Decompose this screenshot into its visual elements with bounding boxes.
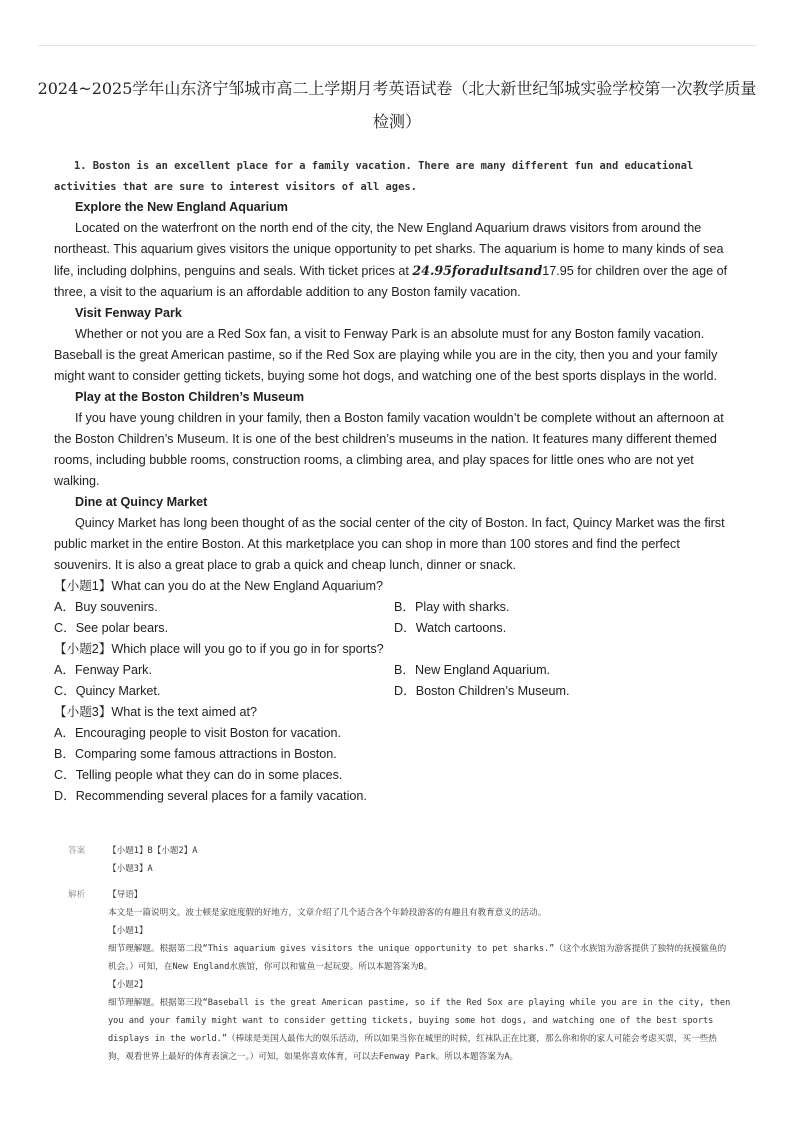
section-text: Whether or not you are a Red Sox fan, a visit to Fenway Park is an absolute must for any Boston family vacation. Baseball is the great American pastime, so if the Red Sox are playing while you are in the city, then you and your family might want to consider getting tickets, buying some hot dogs, and watching one of the best sports displays in the world. bbox=[54, 327, 718, 383]
intro-paragraph bbox=[54, 156, 738, 197]
analysis-row bbox=[68, 886, 734, 1066]
section-text: If you have young children in your family, then a Boston family vacation wouldn’t be complete without an afternoon at the Boston Children’s Museum. It is one of the best children’s museums in the nation. It features many different themed rooms, including bubble rooms, construction rooms, a climbing area, and play spaces for little ones who are not yet walking. bbox=[54, 411, 724, 488]
option: C．Quincy Market. bbox=[54, 684, 161, 698]
option: A．Buy souvenirs. bbox=[54, 600, 158, 614]
analysis-tag: 【小题1】 bbox=[108, 926, 148, 936]
option: A．Encouraging people to visit Boston for vacation. bbox=[54, 726, 342, 740]
option: D．Recommending several places for a family vacation. bbox=[54, 789, 367, 803]
answer-analysis-block bbox=[68, 842, 734, 1066]
analysis-text: 本文是一篇说明文。波士顿是家庭度假的好地方，文章介绍了几个适合各个年龄段游客的有趣且有教育意义的活动。 bbox=[108, 908, 547, 918]
option: B．Play with sharks. bbox=[394, 600, 510, 614]
option: D．Boston Children’s Museum. bbox=[394, 684, 570, 698]
analysis-tag: 【小题2】 bbox=[108, 980, 148, 990]
answer-label: 答案 bbox=[68, 846, 86, 856]
answer-line: 【小题3】A bbox=[108, 864, 153, 874]
analysis-text: 细节理解题。根据第二段“This aquarium gives visitors the unique opportunity to pet sharks.”（这个水族馆为游客提供了独特的抚摸鲨鱼的机会。）可知，在New England水族馆，你可以和鲨鱼一起玩耍。所以本题答案为B。 bbox=[108, 944, 727, 972]
question-options bbox=[54, 660, 738, 702]
page-title: 2024~2025学年山东济宁邹城市高二上学期月考英语试卷（北大新世纪邹城实验学校第一次教学质量检测） bbox=[37, 79, 757, 131]
option: B．New England Aquarium. bbox=[394, 663, 551, 677]
answer-line: 【小题1】B【小题2】A bbox=[108, 846, 198, 856]
passage bbox=[54, 156, 738, 807]
section-text: Located on the waterfront on the north end of the city, the New England Aquarium draws visitors from around the northeast. This aquarium gives visitors the unique opportunity to pet sharks. The aquarium is home to many kinds of sea life, including dolphins, penguins and seals. With ticket prices at 24.95foradultsand17.95 for children over the age of three, a visit to the aquarium is an affordable addition to any Boston family vacation. bbox=[54, 221, 728, 299]
section-text: Quincy Market has long been thought of as the social center of the city of Boston. In fact, Quincy Market was the first public market in the entire Boston. At this marketplace you can shop in more than 100 stores and find the perfect souvenirs. It is also a great place to grab a quick and cheap lunch, dinner or snack. bbox=[54, 516, 725, 572]
analysis-tag: 【导语】 bbox=[108, 890, 143, 900]
option: D．Watch cartoons. bbox=[394, 621, 507, 635]
option: C．Telling people what they can do in some places. bbox=[54, 768, 343, 782]
analysis-text: 细节理解题。根据第三段“Baseball is the great American pastime, so if the Red Sox are playing while you are in the city, then you and your family might want to consider getting tickets, buying some hot dogs, and watching one of the best sports displays in the world.”（棒球是美国人最伟大的娱乐活动，所以如果当你在城里的时候，红袜队正在比赛，那么你和你的家人可能会考虑买票，买一些热狗，观看世界上最好的体育表演之一。）可知，如果你喜欢体育，可以去Fenway Park。所以本题答案为A。 bbox=[108, 998, 731, 1062]
section-heading: Play at the Boston Children’s Museum bbox=[75, 390, 305, 404]
price-formula: 24.95foradultsand bbox=[412, 263, 543, 278]
option: C．See polar bears. bbox=[54, 621, 169, 635]
analysis-label: 解析 bbox=[68, 890, 86, 900]
intro-text: 1. Boston is an excellent place for a family vacation. There are many different fun and educational activities that are sure to interest visitors of all ages. bbox=[54, 160, 694, 193]
question-stem: 【小题2】Which place will you go to if you go in for sports? bbox=[54, 642, 384, 656]
option: A．Fenway Park. bbox=[54, 663, 152, 677]
section-heading: Explore the New England Aquarium bbox=[75, 200, 288, 214]
top-divider bbox=[38, 45, 756, 46]
question-stem: 【小题1】What can you do at the New England Aquarium? bbox=[54, 579, 384, 593]
question-options bbox=[54, 597, 738, 639]
answer-row bbox=[68, 842, 734, 878]
section-heading: Dine at Quincy Market bbox=[75, 495, 208, 509]
question-stem: 【小题3】What is the text aimed at? bbox=[54, 705, 257, 719]
option: B．Comparing some famous attractions in Boston. bbox=[54, 747, 337, 761]
section-heading: Visit Fenway Park bbox=[75, 306, 182, 320]
